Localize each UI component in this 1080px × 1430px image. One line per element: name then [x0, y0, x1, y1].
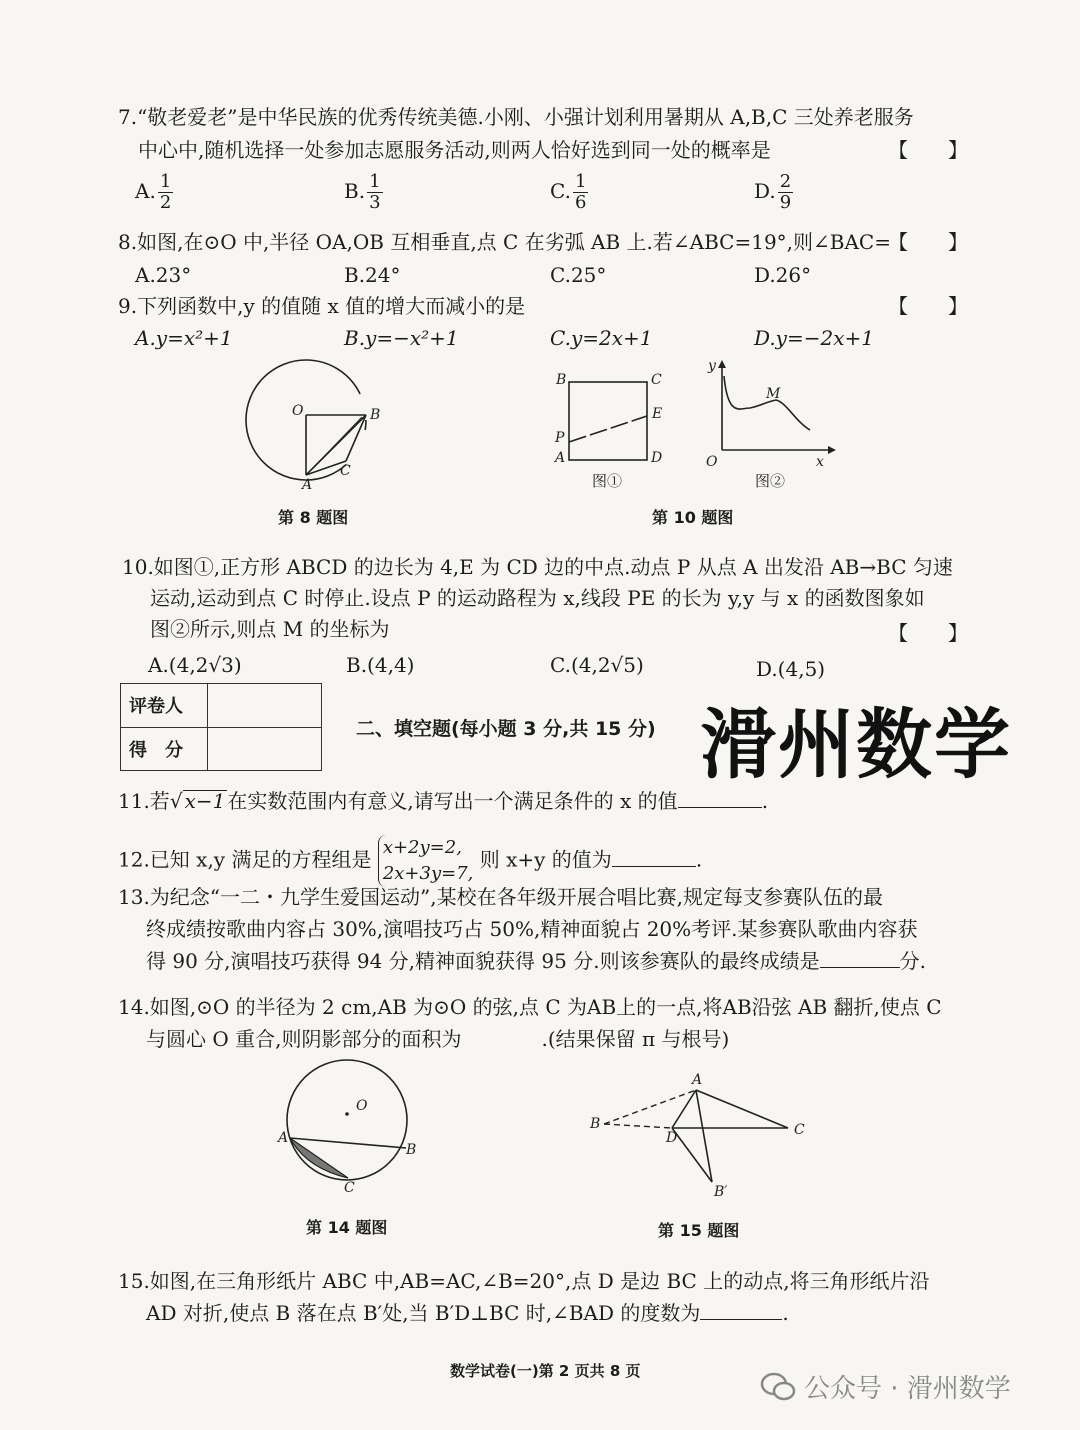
label-a: A — [555, 450, 566, 466]
score-cell[interactable] — [208, 727, 322, 771]
q13-line3: 得 90 分,演唱技巧获得 94 分,精神面貌获得 95 分.则该参赛队的最终成绩是 分. — [146, 949, 926, 973]
q8-option-d: D.26° — [754, 263, 812, 287]
label-c: C — [344, 1180, 355, 1196]
wechat-icon — [760, 1372, 796, 1402]
segment-ab-prime — [696, 1090, 712, 1182]
q7-bracket: 【 】 — [888, 138, 968, 162]
segment-ab — [604, 1090, 696, 1124]
q13-answer-blank[interactable] — [820, 949, 900, 968]
figure-10-sub2: 图② — [755, 472, 786, 490]
q8-option-c: C.25° — [550, 263, 607, 287]
q9-option-c: C.y=2x+1 — [550, 326, 653, 350]
label-a: A — [278, 1130, 289, 1146]
q11-line: 11.若√ x−1 在实数范围内有意义,请写出一个满足条件的 x 的值 . — [118, 789, 769, 813]
q9-bracket: 【 】 — [888, 294, 968, 318]
q7-option-c: C. $\frac{1}{6}$ — [550, 171, 587, 213]
q7-line1: 7.“敬老爱老”是中华民族的优秀传统美德.小刚、小强计划利用暑期从 A,B,C 三处养老服务 — [118, 105, 914, 129]
page-footer: 数学试卷(一)第 2 页共 8 页 — [450, 1362, 641, 1380]
segment-pe — [569, 416, 647, 442]
label-c: C — [794, 1122, 805, 1138]
q8-bracket: 【 】 — [888, 230, 968, 254]
q8-option-a: A.23° — [135, 263, 192, 287]
label-o: O — [706, 454, 718, 470]
q14-line2: 与圆心 O 重合,则阴影部分的面积为 .(结果保留 π 与根号) — [146, 1027, 730, 1051]
label-x: x — [816, 454, 824, 470]
center-dot — [345, 1112, 349, 1116]
figure-10-1 — [550, 370, 680, 470]
label-o: O — [292, 403, 304, 419]
shaded-region — [290, 1138, 348, 1178]
q10-option-c: C.(4,2√5) — [550, 653, 644, 677]
q7-option-d: D. $\frac{2}{9}$ — [754, 171, 792, 213]
q10-line1: 10.如图①,正方形 ABCD 的边长为 4,E 为 CD 边的中点.动点 P 从点 A 出发沿 AB→BC 匀速 — [122, 555, 953, 579]
label-b: B — [556, 372, 567, 388]
q10-option-b: B.(4,4) — [346, 653, 415, 677]
q9-option-d: D.y=−2x+1 — [754, 326, 874, 350]
circle-o — [287, 1060, 407, 1180]
section-2-title: 二、填空题(每小题 3 分,共 15 分) — [356, 718, 656, 740]
q14-line1: 14.如图,⊙O 的半径为 2 cm,AB 为⊙O 的弦,点 C 为AB上的一点,将AB沿弦 AB 翻折,使点 C — [118, 995, 942, 1019]
figure-8 — [240, 365, 380, 505]
segment-ac — [696, 1090, 788, 1128]
wechat-account-badge[interactable] — [760, 1368, 1011, 1405]
q9-line1: 9.下列函数中,y 的值随 x 值的增大而减小的是 — [118, 294, 526, 318]
label-c: C — [340, 463, 351, 479]
watermark-text: 滑州数学 — [700, 700, 1012, 789]
label-c: C — [651, 372, 662, 388]
segment-ad — [672, 1090, 696, 1128]
q8-option-b: B.24° — [344, 263, 401, 287]
function-curve — [724, 376, 810, 430]
wechat-account-label: 公众号 · 滑州数学 — [804, 1374, 1011, 1404]
label-e: E — [652, 406, 663, 422]
square-abcd — [569, 382, 647, 460]
q12-answer-blank[interactable] — [612, 848, 696, 867]
label-a: A — [302, 477, 313, 493]
q13-line2: 终成绩按歌曲内容占 30%,演唱技巧占 50%,精神面貌占 20%考评.某参赛队歌曲内容获 — [146, 917, 918, 941]
q13-line1: 13.为纪念“一二・九学生爱国运动”,某校在各年级开展合唱比赛,规定每支参赛队伍的最 — [118, 885, 883, 909]
label-p: P — [555, 430, 565, 446]
score-table — [120, 683, 322, 771]
q9-option-a: A.y=x²+1 — [135, 326, 233, 350]
figure-8-caption: 第 8 题图 — [278, 508, 349, 527]
reviewer-cell[interactable] — [208, 684, 322, 728]
figure-14 — [276, 1060, 426, 1200]
reviewer-label: 评卷人 — [121, 684, 208, 728]
label-a: A — [692, 1072, 703, 1088]
figure-10-caption: 第 10 题图 — [652, 508, 734, 527]
segment-bd — [604, 1124, 672, 1128]
q12-line: 12.已知 x,y 满足的方程组是 x+2y=2, 2x+3y=7, 则 x+y 的值为 . — [118, 835, 702, 887]
label-b: B — [590, 1116, 601, 1132]
label-b: B — [406, 1142, 417, 1158]
q9-option-b: B.y=−x²+1 — [344, 326, 459, 350]
q10-option-d: D.(4,5) — [756, 657, 826, 681]
score-label: 得 分 — [121, 727, 208, 771]
q7-option-b: B. $\frac{1}{3}$ — [344, 171, 381, 213]
chord-ab — [290, 1138, 406, 1148]
q10-option-a: A.(4,2√3) — [148, 653, 242, 677]
label-o: O — [356, 1098, 368, 1114]
equation-system: x+2y=2, 2x+3y=7, — [378, 835, 474, 887]
segment-db-prime — [672, 1128, 712, 1182]
figure-14-caption: 第 14 题图 — [306, 1218, 388, 1237]
q7-line2: 中心中,随机选择一处参加志愿服务活动,则两人恰好选到同一处的概率是 — [138, 138, 771, 162]
label-m: M — [766, 386, 781, 402]
q15-line2: AD 对折,使点 B 落在点 B′处,当 B′D⊥BC 时,∠BAD 的度数为 . — [146, 1301, 789, 1325]
label-d: D — [651, 450, 663, 466]
q11-answer-blank[interactable] — [678, 789, 762, 808]
q8-line1: 8.如图,在⊙O 中,半径 OA,OB 互相垂直,点 C 在劣弧 AB 上.若∠ABC=19°,则∠BAC= — [118, 230, 891, 254]
chord-bc — [346, 415, 366, 461]
figure-10-sub1: 图① — [592, 472, 623, 490]
q15-line1: 15.如图,在三角形纸片 ABC 中,AB=AC,∠B=20°,点 D 是边 BC 上的动点,将三角形纸片沿 — [118, 1269, 930, 1293]
q10-bracket: 【 】 — [888, 621, 968, 645]
figure-15-caption: 第 15 题图 — [658, 1221, 740, 1240]
label-b-prime: B′ — [714, 1184, 728, 1200]
q15-answer-blank[interactable] — [700, 1301, 782, 1320]
q10-line2: 运动,运动到点 C 时停止.设点 P 的运动路程为 x,线段 PE 的长为 y,y 与 x 的函数图象如 — [150, 586, 925, 610]
label-d: D — [666, 1130, 678, 1146]
label-b: B — [370, 407, 381, 423]
q14-answer-blank[interactable] — [461, 1027, 541, 1046]
q10-line3: 图②所示,则点 M 的坐标为 — [150, 617, 390, 641]
q7-option-a: A. $\frac{1}{2}$ — [135, 171, 172, 213]
figure-10-2 — [700, 358, 840, 473]
label-y: y — [708, 358, 716, 374]
figure-15 — [588, 1072, 818, 1202]
